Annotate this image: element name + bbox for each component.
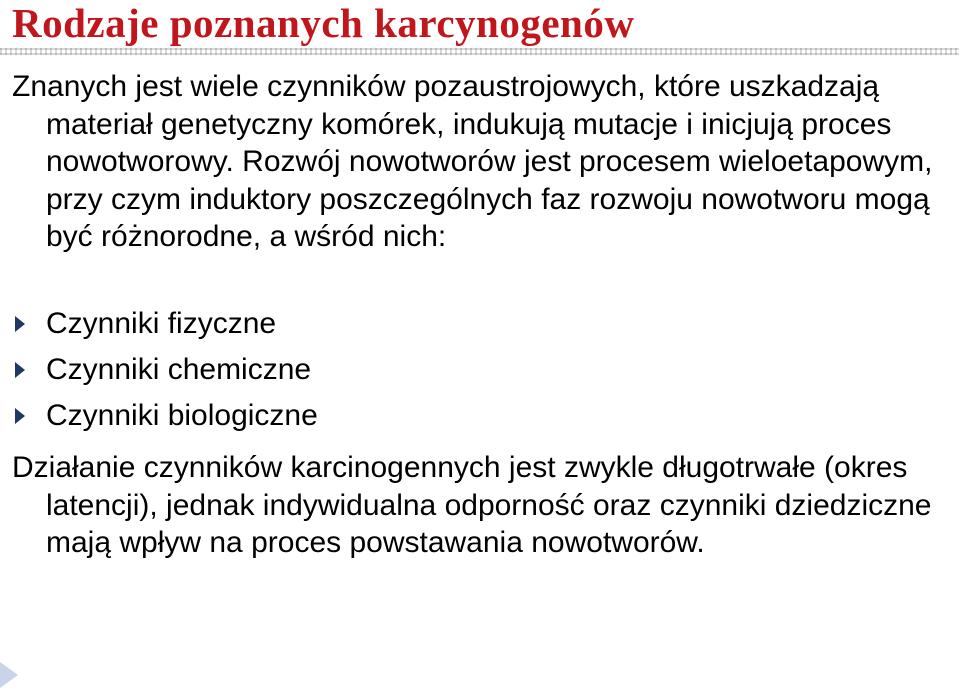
list-item-label: Czynniki biologiczne: [46, 399, 318, 432]
list-item-label: Czynniki chemiczne: [46, 353, 312, 386]
list-item-label: Czynniki fizyczne: [46, 307, 277, 340]
triangle-bullet-icon: [15, 408, 25, 424]
factor-list: [12, 306, 912, 444]
triangle-bullet-icon: [15, 316, 25, 332]
list-item: [12, 306, 912, 352]
next-slide-arrow-icon[interactable]: [0, 662, 18, 688]
triangle-bullet-icon: [15, 362, 25, 378]
list-item: [12, 398, 912, 444]
intro-paragraph: Znanych jest wiele czynników pozaustrojowych, które uszkadzają materiał genetyczny komórek, indukują mutacje i inicjują proces nowotworowy. Rozwój nowotworów jest procesem wieloetapowym, przy czym induktory poszczególnych faz rozwoju nowotworu mogą być różnorodne, a wśród nich:: [12, 70, 933, 253]
title-divider: [0, 48, 959, 55]
slide-title: Rodzaje poznanych karcynogenów: [12, 0, 635, 46]
closing-paragraph: Działanie czynników karcinogennych jest zwykle długotrwałe (okres latencji), jednak indywidualna odporność oraz czynniki dziedziczne mają wpływ na proces powstawania nowotworów.: [12, 451, 932, 559]
list-item: [12, 352, 912, 398]
